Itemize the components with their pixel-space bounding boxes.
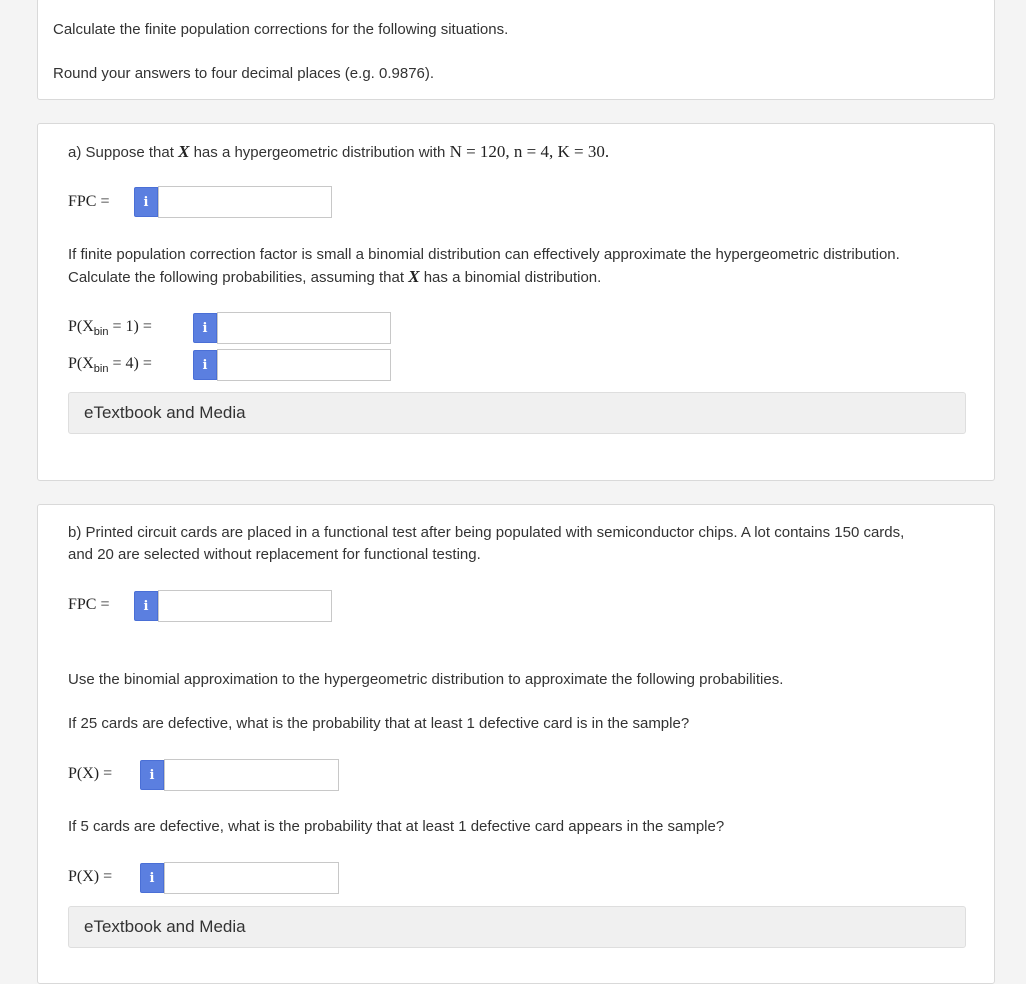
part-a-note-line-2-suffix: has a binomial distribution.: [419, 269, 602, 286]
part-b-q2-input[interactable]: [164, 862, 339, 894]
part-a-card: [37, 123, 995, 481]
part-b-fpc-input[interactable]: [158, 590, 332, 622]
part-a-note-line-2: [68, 266, 601, 289]
part-a-p2-label: [68, 349, 152, 384]
part-a-p2-input[interactable]: [217, 349, 391, 381]
etextbook-media-button[interactable]: eTextbook and Media: [68, 392, 966, 434]
part-a-p1-label-pre: P(X: [68, 318, 94, 335]
info-icon[interactable]: i: [134, 591, 158, 621]
part-b-prompt-line-2: and 20 are selected without replacement for functional testing.: [68, 546, 481, 563]
info-icon[interactable]: i: [193, 313, 217, 343]
part-a-prompt-prefix: a) Suppose that: [68, 144, 179, 161]
info-icon[interactable]: i: [134, 187, 158, 217]
info-icon[interactable]: i: [140, 760, 164, 790]
part-a-p1-label-post: = 1) =: [108, 318, 152, 335]
part-b-q1-input[interactable]: [164, 759, 339, 791]
part-a-p1-input[interactable]: [217, 312, 391, 344]
info-icon[interactable]: i: [193, 350, 217, 380]
part-a-note-line-2-prefix: Calculate the following probabilities, assuming that: [68, 269, 409, 286]
part-a-prompt-mid: has a hypergeometric distribution with: [189, 144, 450, 161]
part-b-card: [37, 504, 995, 984]
part-a-p2-label-post: = 4) =: [108, 355, 152, 372]
part-a-p2-label-sub: bin: [93, 363, 109, 376]
info-icon[interactable]: i: [140, 863, 164, 893]
part-a-fpc-label: FPC =: [68, 193, 110, 210]
part-a-fpc-input[interactable]: [158, 186, 332, 218]
part-a-prompt: [68, 141, 609, 164]
part-b-prompt-line-1: b) Printed circuit cards are placed in a functional test after being populated with semiconductor chips. A lot contains 150 cards,: [68, 524, 905, 541]
part-b-question-2: If 5 cards are defective, what is the probability that at least 1 defective card appears in the sample?: [68, 818, 725, 835]
part-b-question-1: If 25 cards are defective, what is the probability that at least 1 defective card is in the sample?: [68, 715, 690, 732]
part-b-q2-label: P(X) =: [68, 868, 113, 885]
part-b-note: Use the binomial approximation to the hypergeometric distribution to approximate the following probabilities.: [68, 671, 784, 688]
intro-line-2: Round your answers to four decimal places (e.g. 0.9876).: [53, 65, 435, 82]
part-a-p1-label-sub: bin: [93, 326, 109, 339]
intro-card: [37, 0, 995, 100]
part-b-q1-label: P(X) =: [68, 765, 113, 782]
part-a-prompt-math: N = 120, n = 4, K = 30.: [449, 142, 610, 161]
part-b-fpc-label: FPC =: [68, 596, 110, 613]
part-a-note-line-1: If finite population correction factor is small a binomial distribution can effectively approximate the hypergeometric distribution.: [68, 246, 900, 263]
part-a-prompt-var: X: [178, 142, 190, 161]
part-a-p1-label: [68, 312, 152, 347]
part-a-note-line-2-var: X: [408, 267, 420, 286]
intro-line-1: Calculate the finite population corrections for the following situations.: [53, 21, 509, 38]
part-a-p2-label-pre: P(X: [68, 355, 94, 372]
etextbook-media-button[interactable]: eTextbook and Media: [68, 906, 966, 948]
